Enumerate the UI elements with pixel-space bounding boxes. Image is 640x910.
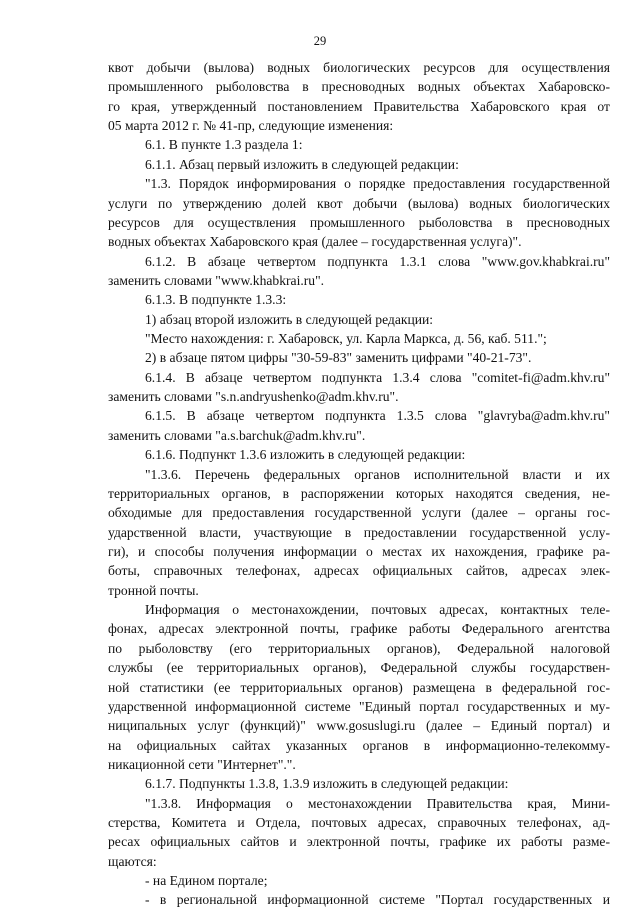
page-number: 29 xyxy=(313,34,327,48)
text-line: квот добычи (вылова) водных биологических ресурсов для осуществления xyxy=(108,60,610,75)
text-line: тронной почты. xyxy=(108,582,199,598)
text-line: 6.1.2. В абзаце четвертом подпункта 1.3.1 слова "www.gov.khabkrai.ru" xyxy=(145,253,610,269)
text-line: на официальных сайтах указанных органов в информационно-телекомму- xyxy=(108,737,610,753)
text-line: 2) в абзаце пятом цифры "30-59-83" заменить цифрами "40-21-73". xyxy=(145,350,532,366)
text-line: 05 марта 2012 г. № 41-пр, следующие изменения: xyxy=(108,118,394,134)
document-body xyxy=(108,58,610,910)
text-line: 6.1.3. В подпункте 1.3.3: xyxy=(145,292,287,308)
text-line: "1.3.8. Информация о местонахождении Правительства края, Мини- xyxy=(145,795,610,811)
text-line: - на Едином портале; xyxy=(145,873,268,889)
text-line: ресурсов для осуществления промышленного рыболовства в пресноводных xyxy=(108,214,610,230)
text-line: ной статистики (ее территориальных органов) размещена в федеральной гос- xyxy=(108,679,610,695)
text-line: ниципальных услуг (функций)" www.gosuslugi.ru (далее – Единый портал) и xyxy=(108,718,610,734)
text-line: заменить словами "www.khabkrai.ru". xyxy=(108,272,325,288)
text-line: 6.1.1. Абзац первый изложить в следующей редакции: xyxy=(145,156,459,172)
text-line: Информация о местонахождении, почтовых адресах, контактных теле- xyxy=(145,602,610,618)
text-line: го края, утвержденный постановлением Правительства Хабаровского края от xyxy=(108,98,610,114)
text-line: услуги по утверждению долей квот добычи (вылова) водных биологических xyxy=(108,195,610,211)
text-line: 6.1.6. Подпункт 1.3.6 изложить в следующей редакции: xyxy=(145,447,466,463)
text-line: службы (ее территориальных органов), Федеральной службы государствен- xyxy=(108,660,610,676)
text-line: "Место нахождения: г. Хабаровск, ул. Карла Маркса, д. 56, каб. 511."; xyxy=(145,331,547,347)
text-line: территориальных органов, в распоряжении которых находятся сведения, не- xyxy=(108,485,610,501)
text-line: промышленного рыболовства в пресноводных водных объектах Хабаровско- xyxy=(108,79,610,95)
text-line: ги), и способы получения информации о местах их нахождения, графике ра- xyxy=(108,543,610,559)
text-line: "1.3.6. Перечень федеральных органов исполнительной власти и их xyxy=(145,466,610,482)
text-line: щаются: xyxy=(108,853,157,869)
text-line: - в региональной информационной системе "Портал государственных и xyxy=(145,892,610,908)
text-line: по рыболовству (его территориальных органов), Федеральной налоговой xyxy=(108,640,610,656)
text-line: 1) абзац второй изложить в следующей редакции: xyxy=(145,311,434,327)
text-line: ресах официальных сайтов и электронной почты, графике их работы разме- xyxy=(108,834,610,850)
text-line: 6.1.5. В абзаце четвертом подпункта 1.3.5 слова "glavryba@adm.khv.ru" xyxy=(145,408,610,424)
text-line: заменить словами "s.n.andryushenko@adm.khv.ru". xyxy=(108,389,399,405)
text-line: стерства, Комитета и Отдела, почтовых адресах, справочных телефонах, ад- xyxy=(108,815,610,831)
text-line: ударственной власти, участвующие в предоставлении государственной услу- xyxy=(108,524,610,540)
text-line: "1.3. Порядок информирования о порядке предоставления государственной xyxy=(145,176,610,192)
text-line: заменить словами "a.s.barchuk@adm.khv.ru". xyxy=(108,427,366,443)
text-line: фонах, адресах электронной почты, графике работы Федерального агентства xyxy=(108,621,610,637)
text-line: 6.1.7. Подпункты 1.3.8, 1.3.9 изложить в следующей редакции: xyxy=(145,776,509,792)
text-line: боты, справочных телефонах, адресах официальных сайтов, адресах элек- xyxy=(108,563,610,579)
text-line: 6.1.4. В абзаце четвертом подпункта 1.3.4 слова "comitet-fi@adm.khv.ru" xyxy=(145,369,610,385)
text-line: никационной сети "Интернет".". xyxy=(108,756,296,772)
text-line: ударственной информационной системе "Единый портал государственных и му- xyxy=(108,698,610,714)
text-line: 6.1. В пункте 1.3 раздела 1: xyxy=(145,137,303,153)
text-line: водных объектах Хабаровского края (далее – государственная услуга)". xyxy=(108,234,522,250)
text-line: обходимые для предоставления государственной услуги (далее – органы гос- xyxy=(108,505,610,521)
